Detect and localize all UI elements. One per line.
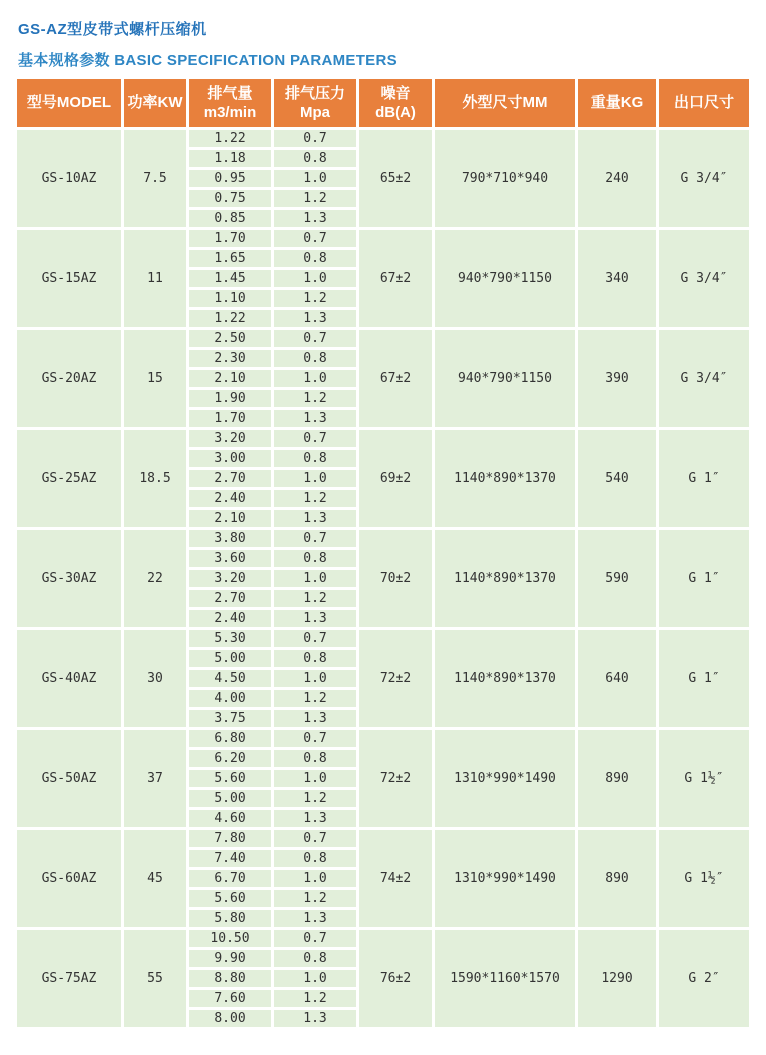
power-cell: 22 bbox=[124, 530, 186, 627]
dimensions-cell: 1140*890*1370 bbox=[435, 430, 575, 527]
flow-cell: 4.00 bbox=[189, 690, 271, 707]
header-row bbox=[17, 79, 749, 127]
flow-cell: 5.00 bbox=[189, 650, 271, 667]
noise-cell: 65±2 bbox=[359, 130, 432, 227]
pressure-cell: 0.7 bbox=[274, 730, 356, 747]
flow-cell: 2.10 bbox=[189, 370, 271, 387]
weight-cell: 240 bbox=[578, 130, 656, 227]
table-row bbox=[17, 830, 749, 847]
header-cell-dimensions: 外型尺寸MM bbox=[435, 79, 575, 127]
flow-cell: 6.80 bbox=[189, 730, 271, 747]
weight-cell: 390 bbox=[578, 330, 656, 427]
page-title: GS-AZ型皮带式螺杆压缩机 bbox=[18, 21, 207, 38]
model-cell: GS-30AZ bbox=[17, 530, 121, 627]
pressure-cell: 0.7 bbox=[274, 230, 356, 247]
pressure-cell: 1.0 bbox=[274, 370, 356, 387]
pressure-cell: 1.0 bbox=[274, 870, 356, 887]
flow-cell: 1.65 bbox=[189, 250, 271, 267]
flow-cell: 7.80 bbox=[189, 830, 271, 847]
flow-cell: 3.75 bbox=[189, 710, 271, 727]
power-cell: 37 bbox=[124, 730, 186, 827]
pressure-cell: 1.2 bbox=[274, 690, 356, 707]
pressure-cell: 0.8 bbox=[274, 250, 356, 267]
pressure-cell: 1.2 bbox=[274, 990, 356, 1007]
model-cell: GS-10AZ bbox=[17, 130, 121, 227]
header-cell-outlet: 出口尺寸 bbox=[659, 79, 749, 127]
pressure-cell: 1.3 bbox=[274, 710, 356, 727]
power-cell: 15 bbox=[124, 330, 186, 427]
pressure-cell: 0.8 bbox=[274, 450, 356, 467]
pressure-cell: 1.3 bbox=[274, 810, 356, 827]
flow-cell: 1.70 bbox=[189, 230, 271, 247]
pressure-cell: 1.0 bbox=[274, 270, 356, 287]
header-cell-power: 功率KW bbox=[124, 79, 186, 127]
flow-cell: 7.40 bbox=[189, 850, 271, 867]
pressure-cell: 0.8 bbox=[274, 750, 356, 767]
pressure-cell: 1.0 bbox=[274, 970, 356, 987]
table-body bbox=[17, 130, 749, 1027]
flow-cell: 5.30 bbox=[189, 630, 271, 647]
flow-cell: 1.90 bbox=[189, 390, 271, 407]
noise-cell: 70±2 bbox=[359, 530, 432, 627]
pressure-cell: 0.7 bbox=[274, 430, 356, 447]
flow-cell: 1.22 bbox=[189, 130, 271, 147]
table-row bbox=[17, 530, 749, 547]
pressure-cell: 1.2 bbox=[274, 790, 356, 807]
model-cell: GS-25AZ bbox=[17, 430, 121, 527]
flow-cell: 5.80 bbox=[189, 910, 271, 927]
flow-cell: 6.20 bbox=[189, 750, 271, 767]
flow-cell: 0.85 bbox=[189, 210, 271, 227]
power-cell: 7.5 bbox=[124, 130, 186, 227]
pressure-cell: 1.0 bbox=[274, 170, 356, 187]
weight-cell: 540 bbox=[578, 430, 656, 527]
pressure-cell: 1.3 bbox=[274, 1010, 356, 1027]
flow-cell: 8.80 bbox=[189, 970, 271, 987]
pressure-cell: 1.2 bbox=[274, 490, 356, 507]
pressure-cell: 1.2 bbox=[274, 890, 356, 907]
flow-cell: 0.75 bbox=[189, 190, 271, 207]
pressure-cell: 1.0 bbox=[274, 470, 356, 487]
power-cell: 45 bbox=[124, 830, 186, 927]
flow-cell: 4.60 bbox=[189, 810, 271, 827]
pressure-cell: 0.8 bbox=[274, 150, 356, 167]
page-subtitle: 基本规格参数 BASIC SPECIFICATION PARAMETERS bbox=[18, 52, 397, 69]
pressure-cell: 0.8 bbox=[274, 850, 356, 867]
power-cell: 55 bbox=[124, 930, 186, 1027]
header-cell-flow: 排气量 m3/min bbox=[189, 79, 271, 127]
noise-cell: 67±2 bbox=[359, 330, 432, 427]
flow-cell: 3.20 bbox=[189, 430, 271, 447]
flow-cell: 10.50 bbox=[189, 930, 271, 947]
table-row bbox=[17, 330, 749, 347]
specification-table bbox=[14, 76, 752, 1030]
flow-cell: 1.18 bbox=[189, 150, 271, 167]
flow-cell: 3.80 bbox=[189, 530, 271, 547]
flow-cell: 2.70 bbox=[189, 470, 271, 487]
noise-cell: 72±2 bbox=[359, 730, 432, 827]
flow-cell: 3.20 bbox=[189, 570, 271, 587]
outlet-cell: G 1″ bbox=[659, 530, 749, 627]
power-cell: 11 bbox=[124, 230, 186, 327]
model-cell: GS-75AZ bbox=[17, 930, 121, 1027]
dimensions-cell: 940*790*1150 bbox=[435, 230, 575, 327]
outlet-cell: G 3/4″ bbox=[659, 130, 749, 227]
dimensions-cell: 1310*990*1490 bbox=[435, 830, 575, 927]
pressure-cell: 0.7 bbox=[274, 330, 356, 347]
outlet-cell: G 1″ bbox=[659, 630, 749, 727]
outlet-cell: G 2″ bbox=[659, 930, 749, 1027]
flow-cell: 2.50 bbox=[189, 330, 271, 347]
pressure-cell: 0.7 bbox=[274, 930, 356, 947]
table-row bbox=[17, 230, 749, 247]
dimensions-cell: 1590*1160*1570 bbox=[435, 930, 575, 1027]
pressure-cell: 1.3 bbox=[274, 610, 356, 627]
model-cell: GS-20AZ bbox=[17, 330, 121, 427]
noise-cell: 69±2 bbox=[359, 430, 432, 527]
flow-cell: 2.30 bbox=[189, 350, 271, 367]
flow-cell: 5.60 bbox=[189, 770, 271, 787]
weight-cell: 1290 bbox=[578, 930, 656, 1027]
header-cell-noise: 噪音 dB(A) bbox=[359, 79, 432, 127]
table-row bbox=[17, 930, 749, 947]
outlet-cell: G 1½″ bbox=[659, 830, 749, 927]
flow-cell: 1.70 bbox=[189, 410, 271, 427]
weight-cell: 640 bbox=[578, 630, 656, 727]
noise-cell: 76±2 bbox=[359, 930, 432, 1027]
pressure-cell: 1.3 bbox=[274, 510, 356, 527]
pressure-cell: 1.3 bbox=[274, 910, 356, 927]
model-cell: GS-15AZ bbox=[17, 230, 121, 327]
noise-cell: 72±2 bbox=[359, 630, 432, 727]
flow-cell: 2.40 bbox=[189, 490, 271, 507]
power-cell: 18.5 bbox=[124, 430, 186, 527]
pressure-cell: 0.8 bbox=[274, 550, 356, 567]
flow-cell: 9.90 bbox=[189, 950, 271, 967]
pressure-cell: 1.2 bbox=[274, 290, 356, 307]
pressure-cell: 1.2 bbox=[274, 190, 356, 207]
header-cell-weight: 重量KG bbox=[578, 79, 656, 127]
weight-cell: 890 bbox=[578, 830, 656, 927]
flow-cell: 8.00 bbox=[189, 1010, 271, 1027]
flow-cell: 6.70 bbox=[189, 870, 271, 887]
outlet-cell: G 1″ bbox=[659, 430, 749, 527]
table-row bbox=[17, 730, 749, 747]
weight-cell: 890 bbox=[578, 730, 656, 827]
pressure-cell: 1.0 bbox=[274, 770, 356, 787]
flow-cell: 5.60 bbox=[189, 890, 271, 907]
pressure-cell: 0.7 bbox=[274, 130, 356, 147]
model-cell: GS-50AZ bbox=[17, 730, 121, 827]
dimensions-cell: 1140*890*1370 bbox=[435, 630, 575, 727]
model-cell: GS-40AZ bbox=[17, 630, 121, 727]
flow-cell: 3.60 bbox=[189, 550, 271, 567]
pressure-cell: 0.7 bbox=[274, 830, 356, 847]
pressure-cell: 0.8 bbox=[274, 950, 356, 967]
pressure-cell: 1.3 bbox=[274, 210, 356, 227]
outlet-cell: G 1½″ bbox=[659, 730, 749, 827]
pressure-cell: 0.7 bbox=[274, 630, 356, 647]
pressure-cell: 1.0 bbox=[274, 670, 356, 687]
table-row bbox=[17, 630, 749, 647]
flow-cell: 2.40 bbox=[189, 610, 271, 627]
pressure-cell: 1.2 bbox=[274, 390, 356, 407]
flow-cell: 2.70 bbox=[189, 590, 271, 607]
dimensions-cell: 1140*890*1370 bbox=[435, 530, 575, 627]
noise-cell: 74±2 bbox=[359, 830, 432, 927]
noise-cell: 67±2 bbox=[359, 230, 432, 327]
pressure-cell: 1.2 bbox=[274, 590, 356, 607]
weight-cell: 340 bbox=[578, 230, 656, 327]
outlet-cell: G 3/4″ bbox=[659, 230, 749, 327]
flow-cell: 0.95 bbox=[189, 170, 271, 187]
dimensions-cell: 790*710*940 bbox=[435, 130, 575, 227]
pressure-cell: 0.8 bbox=[274, 650, 356, 667]
dimensions-cell: 1310*990*1490 bbox=[435, 730, 575, 827]
outlet-cell: G 3/4″ bbox=[659, 330, 749, 427]
dimensions-cell: 940*790*1150 bbox=[435, 330, 575, 427]
header-cell-pressure: 排气压力 Mpa bbox=[274, 79, 356, 127]
flow-cell: 1.45 bbox=[189, 270, 271, 287]
flow-cell: 1.10 bbox=[189, 290, 271, 307]
pressure-cell: 1.3 bbox=[274, 410, 356, 427]
flow-cell: 2.10 bbox=[189, 510, 271, 527]
pressure-cell: 0.7 bbox=[274, 530, 356, 547]
flow-cell: 7.60 bbox=[189, 990, 271, 1007]
table-row bbox=[17, 130, 749, 147]
header-cell-model: 型号MODEL bbox=[17, 79, 121, 127]
model-cell: GS-60AZ bbox=[17, 830, 121, 927]
flow-cell: 1.22 bbox=[189, 310, 271, 327]
weight-cell: 590 bbox=[578, 530, 656, 627]
pressure-cell: 1.3 bbox=[274, 310, 356, 327]
table-row bbox=[17, 430, 749, 447]
flow-cell: 3.00 bbox=[189, 450, 271, 467]
pressure-cell: 1.0 bbox=[274, 570, 356, 587]
pressure-cell: 0.8 bbox=[274, 350, 356, 367]
flow-cell: 5.00 bbox=[189, 790, 271, 807]
flow-cell: 4.50 bbox=[189, 670, 271, 687]
power-cell: 30 bbox=[124, 630, 186, 727]
